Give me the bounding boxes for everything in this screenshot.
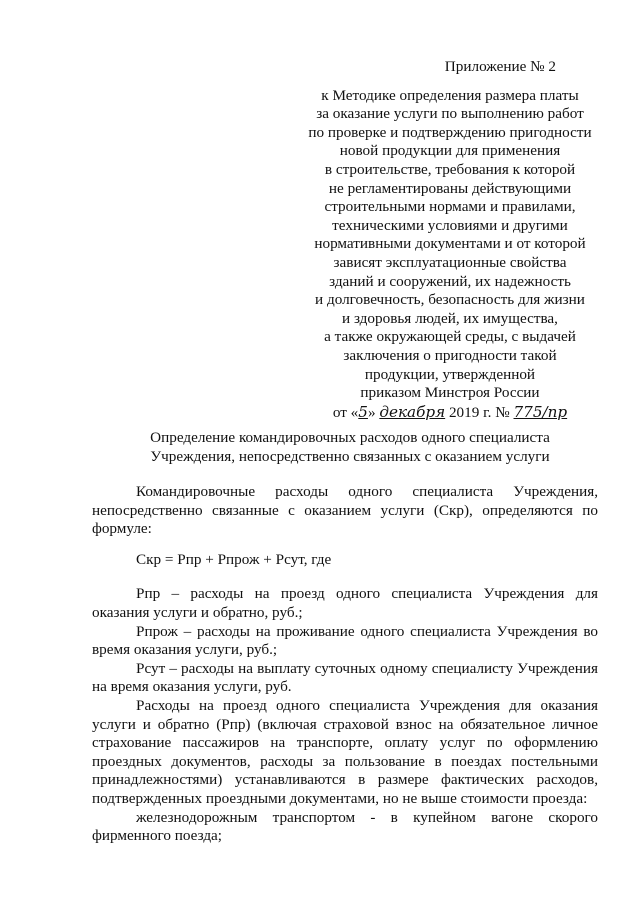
order-number-handwritten: 775/пр [513, 402, 568, 421]
appendix-line: а также окружающей среды, с выдачей [324, 328, 576, 346]
appendix-line: к Методике определения размера платы [321, 86, 579, 104]
document-body [92, 483, 598, 846]
formula: Скр = Рпр + Рпрож + Рсут, где [136, 550, 332, 568]
date-month-handwritten: декабря [379, 402, 446, 421]
date-year: 2019 г. № [448, 403, 510, 421]
appendix-line: не регламентированы действующими [328, 179, 572, 197]
appendix-title: Приложение № 2 [444, 58, 556, 75]
appendix-line: нормативными документами и от которой [314, 235, 586, 253]
paragraph: Расходы на проезд одного специалиста Учреждения для оказания услуги и обратно (Рпр) (включая страховой взнос на обязательное личное страхование пассажиров на транспорте, оплату услуг по оформлению проездных документов, расходы за пользование в поездах постельными принадлежностями) устанавливаются в размере фактических расходов, подтвержденных проездными документами, но не выше стоимости проезда: [92, 696, 598, 807]
heading-line: Учреждения, непосредственно связанных с оказанием услуги [150, 448, 550, 465]
section-heading [90, 428, 610, 466]
date-day-handwritten: 5 [358, 402, 368, 421]
paragraph: Рпр – расходы на проезд одного специалиста Учреждения для оказания услуги и обратно, руб.; [92, 585, 598, 621]
paragraph: железнодорожным транспортом - в купейном вагоне скорого [136, 808, 598, 826]
paragraph: фирменного поезда; [92, 827, 223, 845]
appendix-block [300, 58, 600, 422]
appendix-line: в строительстве, требования к которой [324, 160, 576, 178]
date-prefix: от « [332, 403, 359, 421]
paragraph: Рпрож – расходы на проживание одного специалиста Учреждения во время оказания услуги, руб.; [92, 622, 598, 659]
appendix-line: продукции, утвержденной [364, 365, 536, 383]
appendix-line: строительными нормами и правилами, [324, 198, 576, 216]
appendix-line: заключения о пригодности такой [343, 346, 557, 364]
appendix-line: приказом Минстроя России [360, 384, 540, 402]
order-date-line [300, 403, 600, 423]
appendix-line: техническими условиями и другими [332, 216, 568, 234]
heading-line: Определение командировочных расходов одного специалиста [150, 429, 550, 446]
appendix-line: за оказание услуги по выполнению работ [316, 105, 584, 123]
date-mid: » [367, 403, 376, 421]
appendix-line: и долговечность, безопасность для жизни [315, 291, 585, 309]
appendix-line: зданий и сооружений, их надежность [329, 272, 571, 290]
paragraph: Командировочные расходы одного специалиста Учреждения, непосредственно связанные с оказанием услуги (Скр), определяются по формуле: [92, 483, 598, 538]
paragraph: Рсут – расходы на выплату суточных одному специалисту Учреждения на время оказания услуги, руб. [92, 659, 598, 696]
appendix-line: по проверке и подтверждению пригодности [308, 123, 592, 141]
appendix-line: новой продукции для применения [339, 142, 561, 160]
appendix-line: зависят эксплуатационные свойства [333, 253, 567, 271]
appendix-line: и здоровья людей, их имущества, [342, 309, 558, 327]
